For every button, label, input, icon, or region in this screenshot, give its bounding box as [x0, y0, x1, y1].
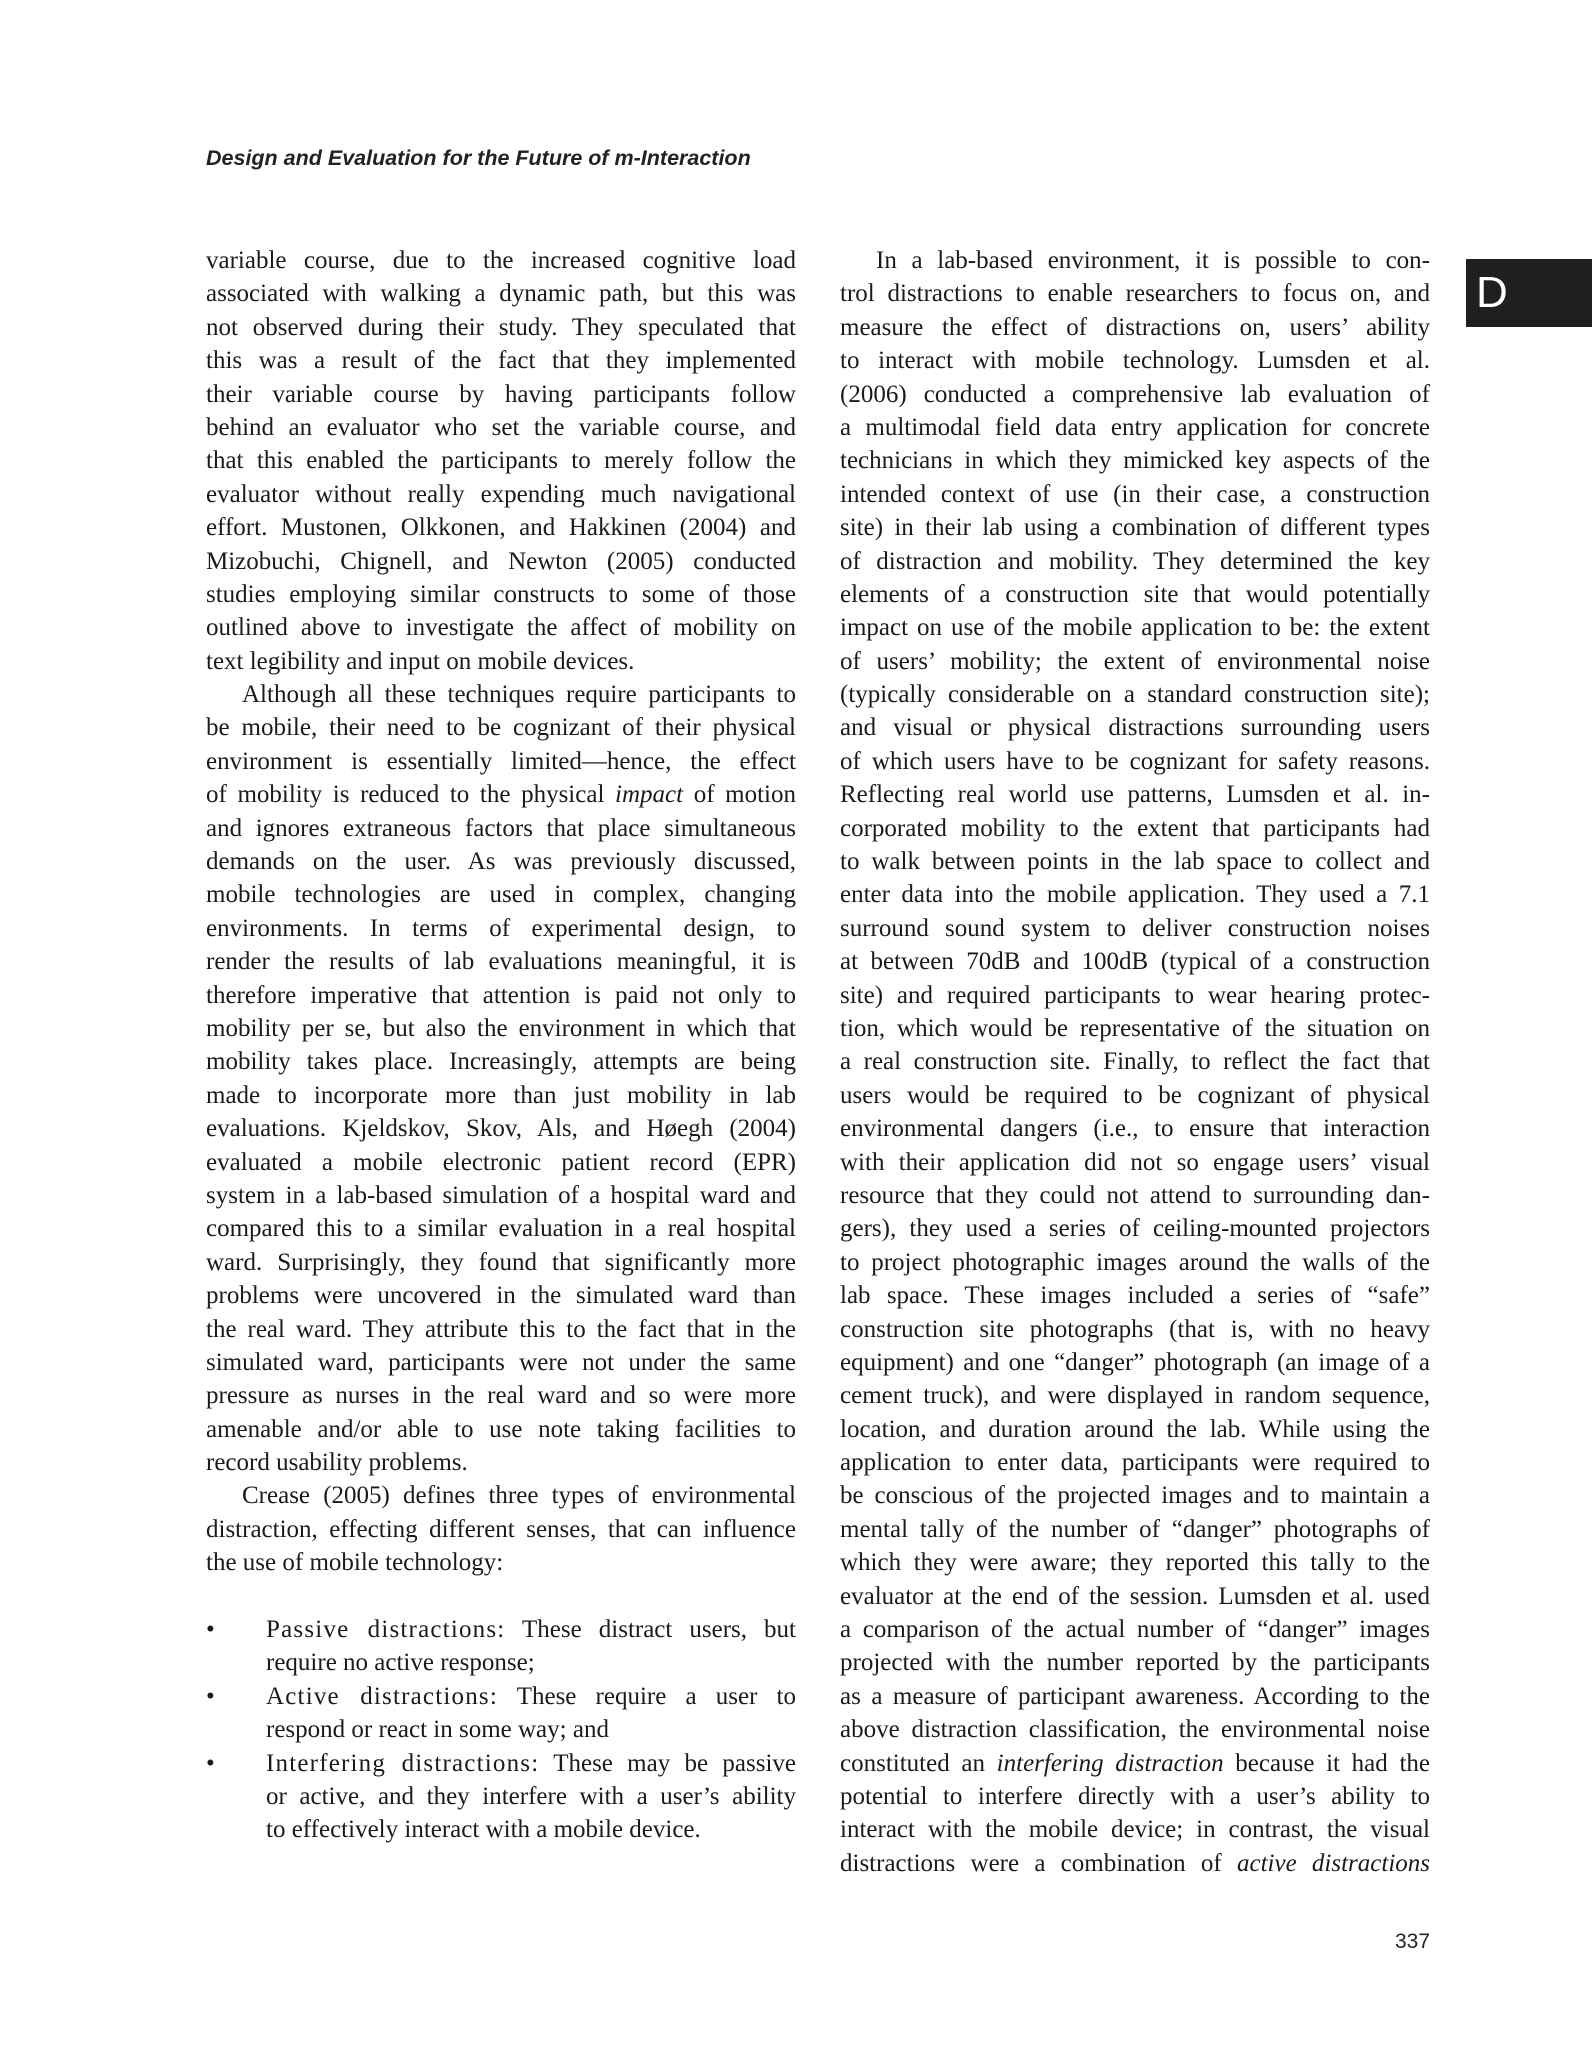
text-line: In a lab-based environment, it is possible to con-	[876, 247, 1430, 274]
text-line: of users’ mobility; the extent of environmental noise	[840, 647, 1430, 675]
text-line: a comparison of the actual number of “danger” images	[840, 1616, 1430, 1644]
text-line: evaluator without really expending much navigational	[206, 480, 796, 508]
text-segment: These distract users, but	[505, 1616, 797, 1644]
text-line	[206, 778, 796, 811]
text-line: of which users have to be cognizant for safety reasons.	[840, 747, 1430, 775]
text-line: outlined above to investigate the affect of mobility on	[206, 614, 796, 642]
text-line: studies employing similar constructs to some of those	[206, 580, 796, 608]
text-line: cement truck), and were displayed in random sequence,	[840, 1382, 1430, 1410]
text-line: elements of a construction site that would potentially	[840, 580, 1430, 608]
emphasized-term: impact	[615, 781, 684, 809]
text-line: respond or react in some way; and	[266, 1716, 609, 1744]
text-line: text legibility and input on mobile devices.	[206, 647, 635, 675]
text-line: associated with walking a dynamic path, but this was	[206, 280, 796, 308]
text-line: to effectively interact with a mobile device.	[266, 1816, 701, 1844]
text-line: the use of mobile technology:	[206, 1549, 504, 1577]
text-line: demands on the user. As was previously discussed,	[206, 848, 796, 876]
text-line: distraction, effecting different senses, that can influence	[206, 1515, 796, 1543]
text-line	[266, 1613, 796, 1646]
text-line: evaluations. Kjeldskov, Skov, Als, and Høegh (2004)	[206, 1115, 796, 1143]
text-line: to walk between points in the lab space to collect and	[840, 848, 1430, 876]
distraction-type-term: Active distractions:	[266, 1682, 498, 1710]
text-line: record usability problems.	[206, 1449, 468, 1477]
text-line: users would be required to be cognizant of physical	[840, 1081, 1430, 1109]
text-line: therefore imperative that attention is paid not only to	[206, 981, 796, 1009]
text-line: resource that they could not attend to surrounding dan-	[840, 1181, 1430, 1209]
text-line: environmental dangers (i.e., to ensure that interaction	[840, 1115, 1430, 1143]
section-tab-marker: D	[1466, 259, 1592, 327]
text-line: simulated ward, participants were not under the same	[206, 1348, 796, 1376]
text-line: trol distractions to enable researchers to focus on, and	[840, 280, 1430, 308]
text-line: Crease (2005) defines three types of environmental	[242, 1482, 796, 1510]
text-line: system in a lab-based simulation of a hospital ward and	[206, 1181, 796, 1209]
distraction-type-term: Interfering distractions:	[266, 1749, 540, 1777]
text-line: Mizobuchi, Chignell, and Newton (2005) conducted	[206, 547, 796, 575]
text-line: with their application did not so engage users’ visual	[840, 1148, 1430, 1176]
text-line: a multimodal field data entry application for concrete	[840, 413, 1430, 441]
text-line: amenable and/or able to use note taking facilities to	[206, 1415, 796, 1443]
text-line: mobility takes place. Increasingly, attempts are being	[206, 1048, 796, 1076]
text-line: above distraction classification, the environmental noise	[840, 1716, 1430, 1744]
paragraph-2	[206, 678, 796, 1479]
text-line: lab space. These images included a series of “safe”	[840, 1282, 1430, 1310]
emphasized-term: active distractions	[1237, 1849, 1430, 1877]
text-line: site) in their lab using a combination of different types	[840, 514, 1430, 542]
text-line: which they were aware; they reported this tally to the	[840, 1549, 1430, 1577]
left-column	[206, 244, 796, 1847]
text-line: ward. Surprisingly, they found that significantly more	[206, 1248, 796, 1276]
text-line: be mobile, their need to be cognizant of their physical	[206, 714, 796, 742]
text-line: tion, which would be representative of the situation on	[840, 1014, 1430, 1042]
list-item	[206, 1747, 796, 1847]
text-line: or active, and they interfere with a user’s ability	[266, 1782, 796, 1810]
text-line: projected with the number reported by the participants	[840, 1649, 1430, 1677]
text-line: Although all these techniques require participants to	[242, 681, 796, 709]
text-line: be conscious of the projected images and to maintain a	[840, 1482, 1430, 1510]
text-line: the real ward. They attribute this to the fact that in the	[206, 1315, 796, 1343]
paragraph-4	[840, 244, 1430, 1880]
distraction-types-list	[206, 1613, 796, 1847]
text-line: of distraction and mobility. They determined the key	[840, 547, 1430, 575]
paragraph-1	[206, 244, 796, 678]
text-line: (2006) conducted a comprehensive lab evaluation of	[840, 380, 1430, 408]
text-line: effort. Mustonen, Olkkonen, and Hakkinen (2004) and	[206, 514, 796, 542]
text-line: as a measure of participant awareness. According to the	[840, 1682, 1430, 1710]
text-line: gers), they used a series of ceiling-mounted projectors	[840, 1215, 1430, 1243]
text-line: Reflecting real world use patterns, Lumsden et al. in-	[840, 781, 1430, 809]
text-line: evaluated a mobile electronic patient record (EPR)	[206, 1148, 796, 1176]
text-line: require no active response;	[266, 1649, 535, 1677]
list-item	[206, 1613, 796, 1680]
distraction-type-term: Passive distractions:	[266, 1616, 506, 1644]
text-line: surround sound system to deliver construction noises	[840, 914, 1430, 942]
text-segment: of motion	[683, 781, 796, 809]
text-segment: of mobility is reduced to the physical	[206, 781, 616, 809]
text-segment: because it had the	[1223, 1749, 1430, 1777]
text-line: environments. In terms of experimental design, to	[206, 914, 796, 942]
emphasized-term: interfering distraction	[996, 1749, 1224, 1777]
text-line: behind an evaluator who set the variable course, and	[206, 413, 796, 441]
text-line: mobility per se, but also the environment in which that	[206, 1014, 796, 1042]
text-line: variable course, due to the increased cognitive load	[206, 247, 796, 274]
text-line: at between 70dB and 100dB (typical of a construction	[840, 948, 1430, 976]
text-segment: constituted an	[840, 1749, 997, 1777]
bullet-icon: •	[206, 1616, 215, 1644]
text-line: pressure as nurses in the real ward and so were more	[206, 1382, 796, 1410]
text-line: technicians in which they mimicked key aspects of the	[840, 447, 1430, 475]
text-line: enter data into the mobile application. They used a 7.1	[840, 881, 1430, 909]
text-line: that this enabled the participants to merely follow the	[206, 447, 796, 475]
text-line: mobile technologies are used in complex, changing	[206, 881, 796, 909]
text-line: site) and required participants to wear hearing protec-	[840, 981, 1430, 1009]
text-line: this was a result of the fact that they implemented	[206, 347, 796, 375]
text-line: to project photographic images around the walls of the	[840, 1248, 1430, 1276]
text-line	[840, 1847, 1430, 1880]
text-line: construction site photographs (that is, with no heavy	[840, 1315, 1430, 1343]
text-line: to interact with mobile technology. Lumsden et al.	[840, 347, 1430, 375]
text-segment: These may be passive	[539, 1749, 796, 1777]
text-line: and ignores extraneous factors that place simultaneous	[206, 814, 796, 842]
running-header: Design and Evaluation for the Future of m-Interaction	[206, 146, 751, 170]
text-line: made to incorporate more than just mobility in lab	[206, 1081, 796, 1109]
text-segment: These require a user to	[498, 1682, 796, 1710]
text-line: potential to interfere directly with a user’s ability to	[840, 1782, 1430, 1810]
text-line: application to enter data, participants were required to	[840, 1449, 1430, 1477]
text-line: corporated mobility to the extent that participants had	[840, 814, 1430, 842]
text-line: their variable course by having participants follow	[206, 380, 796, 408]
text-line: measure the effect of distractions on, users’ ability	[840, 313, 1430, 341]
bullet-icon: •	[206, 1749, 215, 1777]
text-line: render the results of lab evaluations meaningful, it is	[206, 948, 796, 976]
text-segment: distractions were a combination of	[840, 1849, 1237, 1877]
text-line: interact with the mobile device; in contrast, the visual	[840, 1816, 1430, 1844]
list-item	[206, 1680, 796, 1747]
text-line: compared this to a similar evaluation in a real hospital	[206, 1215, 796, 1243]
text-line	[266, 1747, 796, 1780]
text-line: not observed during their study. They speculated that	[206, 313, 796, 341]
page-number: 337	[1395, 1930, 1431, 1953]
text-line	[266, 1680, 796, 1713]
text-line: environment is essentially limited—hence, the effect	[206, 747, 796, 775]
text-line: and visual or physical distractions surrounding users	[840, 714, 1430, 742]
text-line: evaluator at the end of the session. Lumsden et al. used	[840, 1582, 1430, 1610]
paragraph-3	[206, 1479, 796, 1579]
text-line: mental tally of the number of “danger” photographs of	[840, 1515, 1430, 1543]
text-line	[840, 1747, 1430, 1780]
text-line: (typically considerable on a standard construction site);	[840, 681, 1430, 709]
text-line: impact on use of the mobile application to be: the extent	[840, 614, 1430, 642]
text-line: a real construction site. Finally, to reflect the fact that	[840, 1048, 1430, 1076]
bullet-icon: •	[206, 1682, 215, 1710]
text-line: equipment) and one “danger” photograph (an image of a	[840, 1348, 1430, 1376]
text-line: location, and duration around the lab. While using the	[840, 1415, 1430, 1443]
text-line: intended context of use (in their case, a construction	[840, 480, 1430, 508]
right-column	[840, 244, 1430, 1880]
text-line: problems were uncovered in the simulated ward than	[206, 1282, 796, 1310]
